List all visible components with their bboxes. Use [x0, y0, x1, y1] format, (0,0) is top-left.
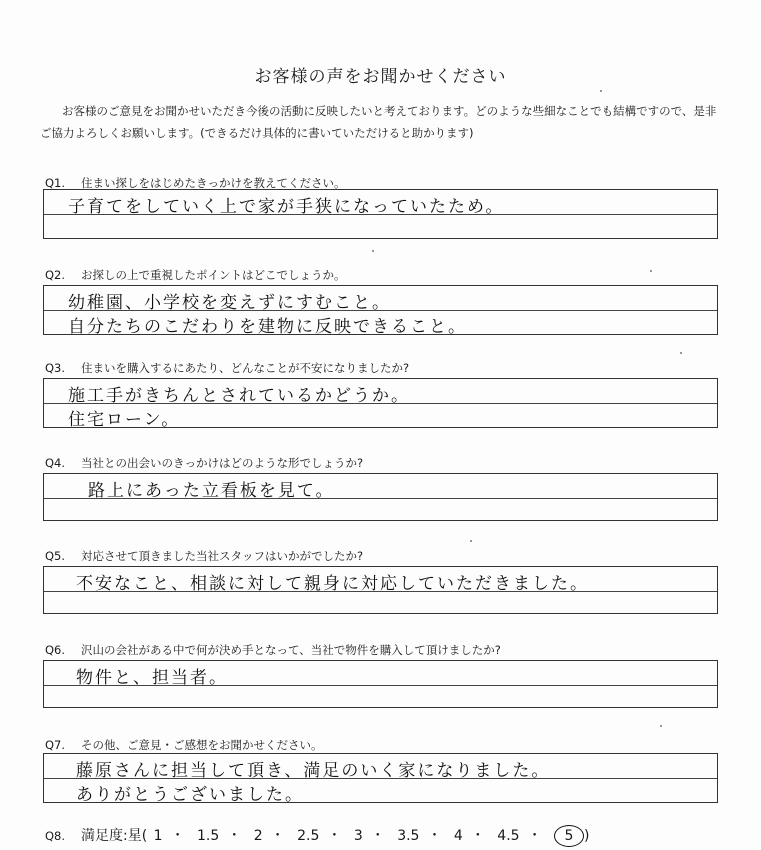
answer-box-7	[43, 753, 718, 803]
rating-option: 3	[353, 828, 363, 844]
question-number: Q2.	[45, 268, 66, 282]
question-text: 住まい探しをはじめたきっかけを教えてください。	[81, 176, 346, 190]
answer-line-1: 物件と、担当者。	[76, 668, 228, 688]
scan-speck	[680, 352, 682, 354]
question-number: Q7.	[45, 738, 66, 752]
scan-speck	[470, 540, 472, 542]
question-5	[45, 548, 725, 564]
answer-line-2: 住宅ローン。	[68, 410, 181, 430]
answer-line-1: 不安なこと、相談に対して親身に対応していただきました。	[76, 574, 589, 594]
satisfaction-rating: Q8. 満足度:星( 1 ・ 1.5 ・ 2 ・ 2.5 ・ 3 ・ 3.5 ・ 4 ・ 4.5 ・ 5 )	[45, 825, 589, 847]
rating-option: 2.5	[297, 828, 320, 844]
question-6	[45, 642, 725, 658]
question-3	[45, 360, 725, 376]
page-title: お客様の声をお聞かせください	[254, 67, 507, 87]
question-4	[45, 455, 725, 471]
answer-box-1	[43, 189, 718, 239]
rating-close: )	[584, 828, 590, 844]
question-number: Q1.	[45, 176, 66, 190]
answer-line-1: 藤原さんに担当して頂き、満足のいく家になりました。	[76, 761, 551, 781]
question-number: Q3.	[45, 361, 66, 375]
answer-line-1: 施工手がきちんとされているかどうか。	[68, 386, 410, 406]
rating-option: 3.5	[397, 828, 420, 844]
scan-speck	[372, 250, 374, 252]
question-text: その他、ご意見・ご感想をお聞かせください。	[81, 738, 323, 752]
rating-selected: 5	[554, 825, 584, 847]
answer-box-3	[43, 378, 718, 428]
question-7	[45, 737, 725, 753]
question-number: Q6.	[45, 643, 66, 657]
answer-line-1: 子育てをしていく上で家が手狭になっていたため。	[68, 197, 505, 217]
answer-box-6	[43, 660, 718, 708]
intro-text: お客様のご意見をお聞かせいただき今後の活動に反映したいと考えております。どのような些細なことでも結構ですので、是非ご協力よろしくお願いします。(できるだけ具体的に書いていただけると助かります)	[40, 104, 717, 140]
question-text: 沢山の会社がある中で何が決め手となって、当社で物件を購入して頂けましたか?	[81, 643, 501, 657]
answer-line-1: 路上にあった立看板を見て。	[88, 481, 335, 501]
rating-label: 満足度:星(	[81, 828, 148, 844]
answer-box-4	[43, 473, 718, 521]
answer-line-1: 幼稚園、小学校を変えずにすむこと。	[68, 293, 391, 313]
answer-box-5	[43, 566, 718, 614]
question-number: Q8.	[45, 829, 66, 843]
question-text: 対応させて頂きました当社スタッフはいかがでしたか?	[81, 549, 364, 563]
question-text: お探しの上で重視したポイントはどこでしょうか。	[81, 268, 346, 282]
answer-box-2	[43, 285, 718, 335]
rating-option: 2	[253, 828, 263, 844]
rating-option: 4	[453, 828, 463, 844]
question-text: 当社との出会いのきっかけはどのような形でしょうか?	[81, 456, 364, 470]
rating-option: 1.5	[197, 828, 220, 844]
scan-speck	[650, 270, 652, 272]
rating-option: 4.5	[497, 828, 520, 844]
scan-speck	[660, 725, 662, 727]
scan-speck	[600, 90, 602, 92]
question-2	[45, 267, 725, 283]
answer-line-2: 自分たちのこだわりを建物に反映できること。	[68, 317, 467, 337]
rating-option: 1	[153, 828, 163, 844]
answer-line-2: ありがとうございました。	[76, 785, 304, 805]
question-text: 住まいを購入するにあたり、どんなことが不安になりましたか?	[81, 361, 410, 375]
question-number: Q5.	[45, 549, 66, 563]
question-number: Q4.	[45, 456, 66, 470]
